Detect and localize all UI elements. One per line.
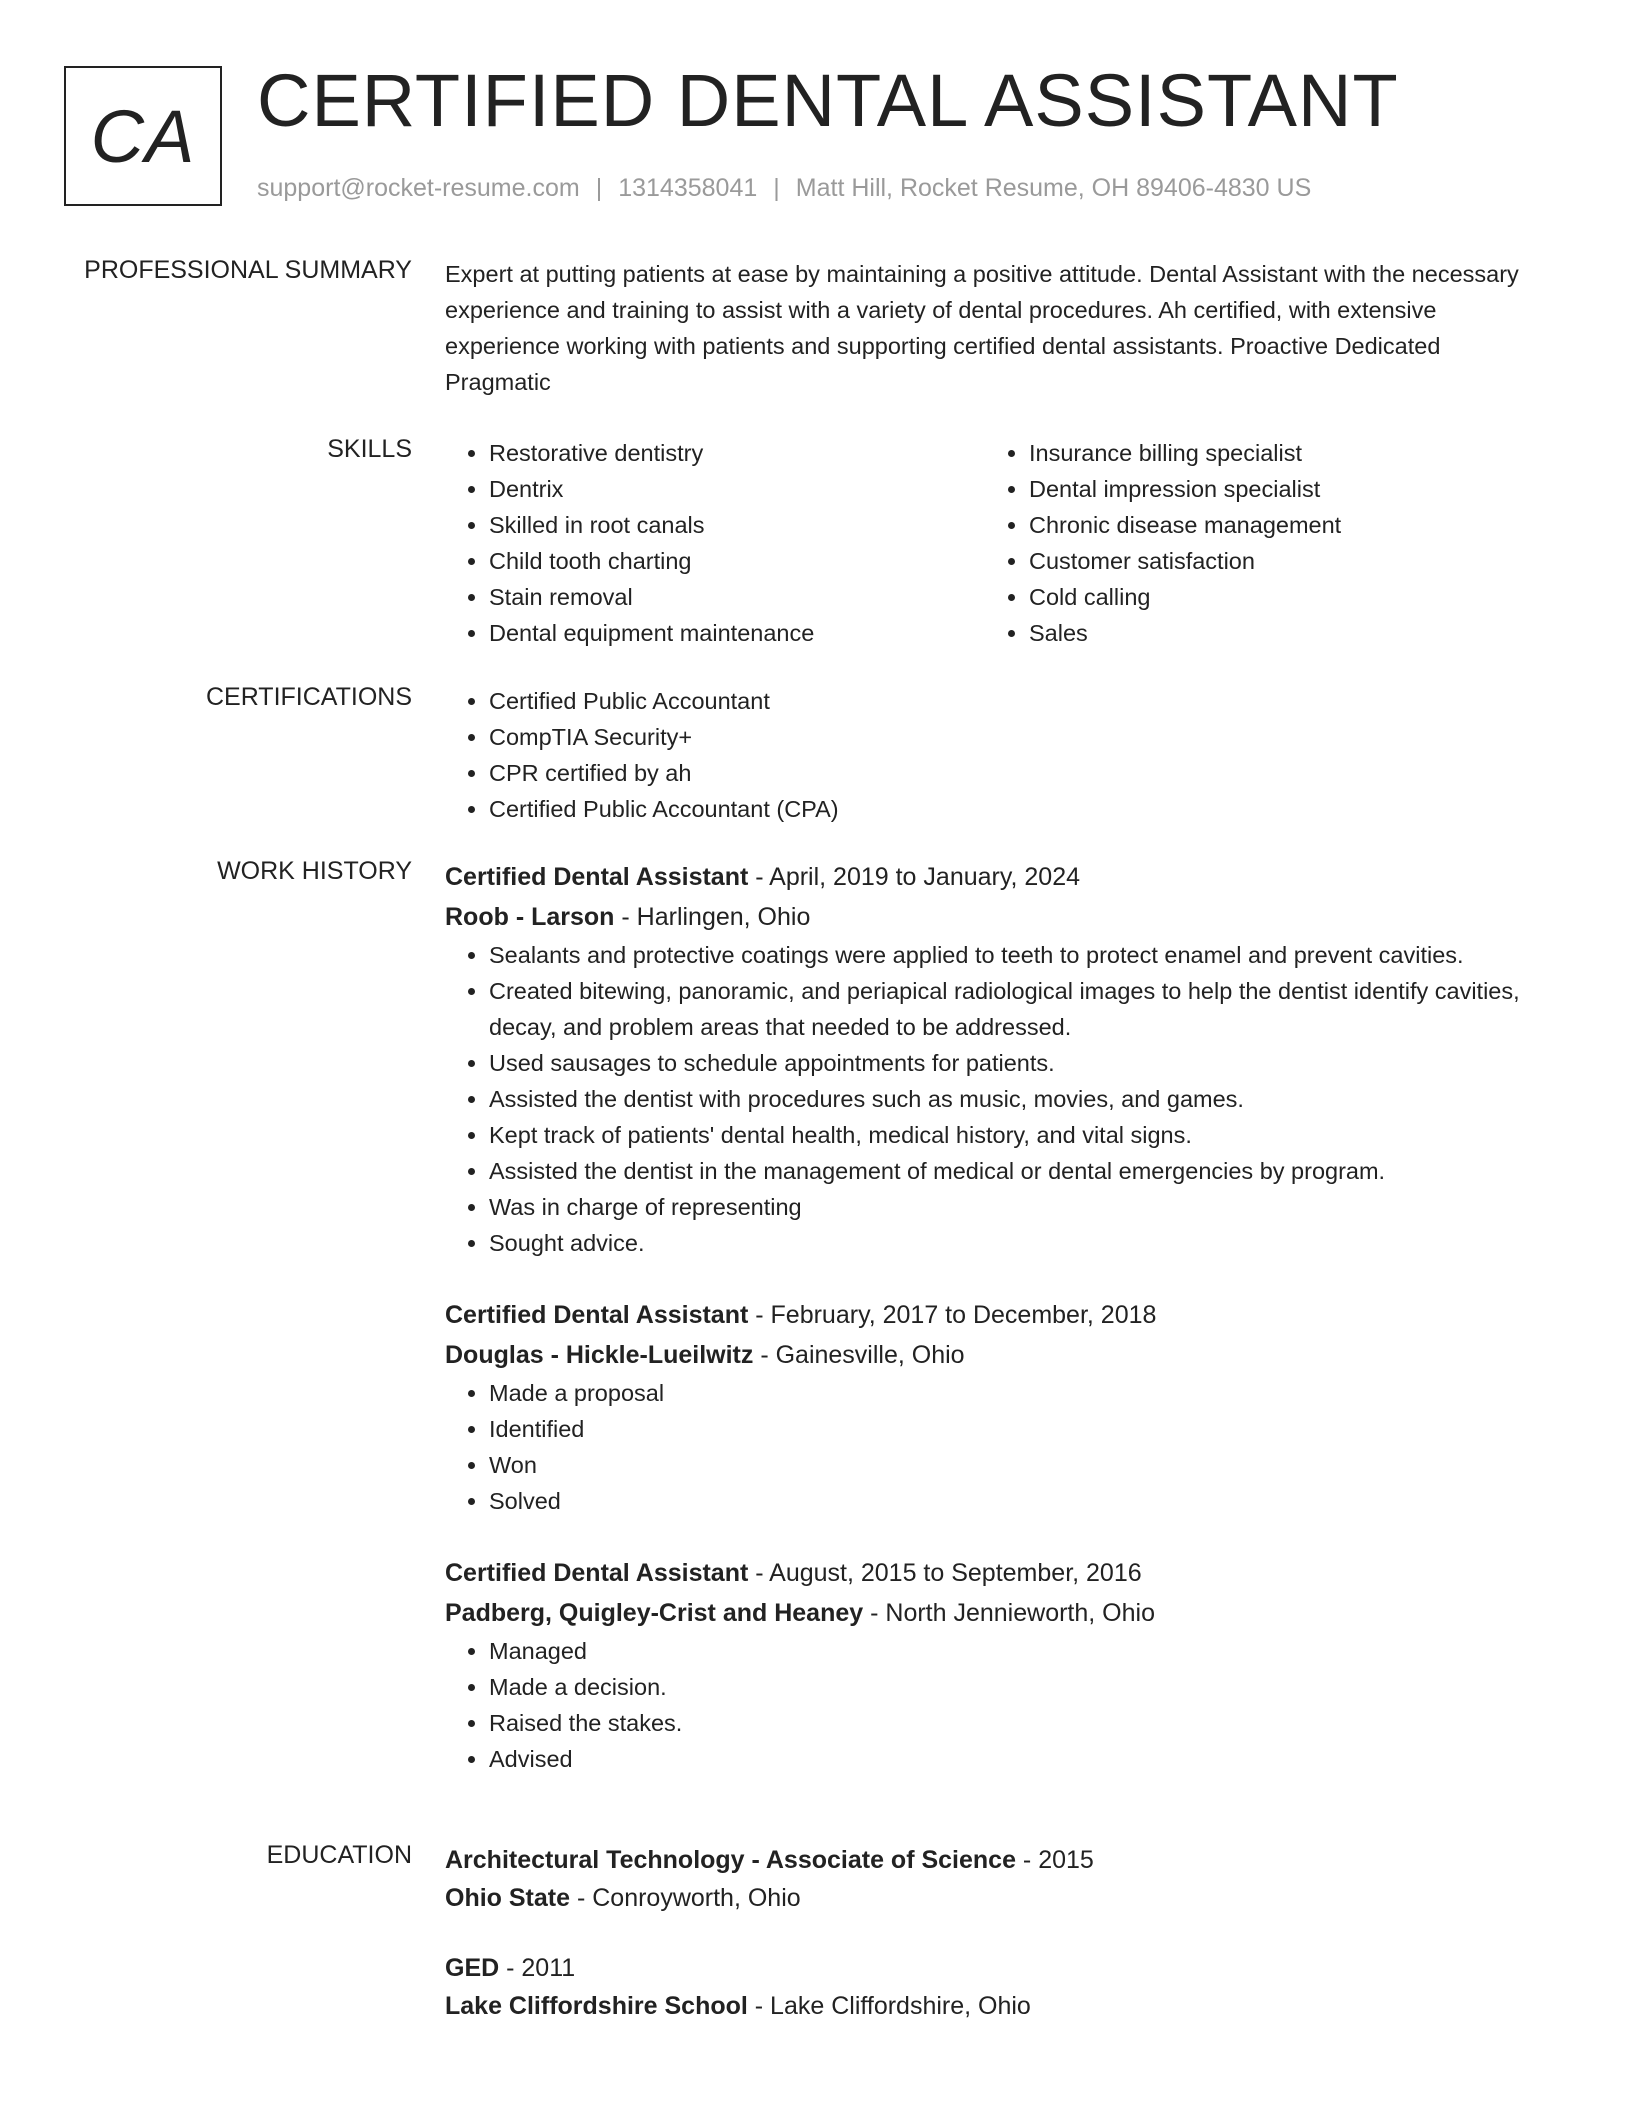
section-label-summary: PROFESSIONAL SUMMARY [84,256,412,284]
certifications-body [445,683,1525,827]
contact-separator: | [595,174,603,202]
section-label-education: EDUCATION [266,1841,412,1869]
job-title-line [445,857,1525,897]
job-bullets [445,1633,1525,1777]
job-title-line [445,1553,1525,1593]
job-bullet: • Identified [489,1411,1525,1447]
education-degree-line [445,1841,1525,1879]
certification-item: • Certified Public Accountant (CPA) [489,791,1525,827]
job-dates: - April, 2019 to January, 2024 [748,863,1081,891]
education-school-line [445,1987,1525,2025]
job-dates: - February, 2017 to December, 2018 [748,1301,1157,1329]
job-company-line [445,1335,1525,1375]
education-degree-line [445,1949,1525,1987]
section-label-skills: SKILLS [327,435,412,463]
certifications-list [445,683,1525,827]
work-history-body [445,857,1525,1777]
section-label-work: WORK HISTORY [217,857,412,885]
monogram-badge: CA [64,66,222,206]
job-bullets [445,1375,1525,1519]
skill-item: • Dentrix [489,471,985,507]
skill-item: • Cold calling [1029,579,1525,615]
skills-body [445,435,1525,651]
skill-item: • Sales [1029,615,1525,651]
contact-line [257,174,1311,203]
skill-item: • Child tooth charting [489,543,985,579]
contact-separator: | [773,174,780,202]
education-year: - 2011 [499,1954,576,1982]
job-bullet: • Solved [489,1483,1525,1519]
job-bullet: • Used sausages to schedule appointments for patients. [489,1045,1525,1081]
job-title: Certified Dental Assistant [445,1301,749,1329]
job-entry [445,1295,1525,1519]
education-degree: GED [445,1954,500,1982]
education-school: Ohio State [445,1884,571,1912]
skill-item: • Dental impression specialist [1029,471,1525,507]
skill-item: • Insurance billing specialist [1029,435,1525,471]
job-bullet: • Kept track of patients' dental health, medical history, and vital signs. [489,1117,1525,1153]
job-title: Certified Dental Assistant [445,863,749,891]
skill-item: • Skilled in root canals [489,507,985,543]
job-bullet: • Was in charge of representing [489,1189,1525,1225]
certification-item: • CPR certified by ah [489,755,1525,791]
education-year: - 2015 [1015,1846,1094,1874]
job-bullet: • Made a decision. [489,1669,1525,1705]
certification-item: • Certified Public Accountant [489,683,1525,719]
job-bullet: • Advised [489,1741,1525,1777]
contact-phone[interactable]: 1314358041 [618,174,758,202]
job-company-line [445,1593,1525,1633]
job-location: - Harlingen, Ohio [614,903,811,931]
skill-item: • Chronic disease management [1029,507,1525,543]
contact-address: Matt Hill, Rocket Resume, OH 89406-4830 US [795,174,1312,202]
job-bullet: • Assisted the dentist in the management of medical or dental emergencies by program. [489,1153,1525,1189]
job-bullet: • Created bitewing, panoramic, and periapical radiological images to help the dentist identify cavities, decay, and problem areas that needed to be addressed. [489,973,1525,1045]
job-bullet: • Made a proposal [489,1375,1525,1411]
education-location: - Lake Cliffordshire, Ohio [747,1992,1031,2020]
education-entry [445,1841,1525,1917]
job-bullet: • Sealants and protective coatings were applied to teeth to protect enamel and prevent cavities. [489,937,1525,973]
job-company: Roob - Larson [445,903,615,931]
skill-item: • Customer satisfaction [1029,543,1525,579]
job-entry [445,1553,1525,1777]
skill-item: • Stain removal [489,579,985,615]
skills-list-left [445,435,985,651]
job-location: - Gainesville, Ohio [753,1341,965,1369]
summary-body [445,256,1525,400]
education-degree: Architectural Technology - Associate of Science [445,1846,1016,1874]
education-school-line [445,1879,1525,1917]
job-company: Padberg, Quigley-Crist and Heaney [445,1599,864,1627]
job-company: Douglas - Hickle-Lueilwitz [445,1341,754,1369]
skill-item: • Restorative dentistry [489,435,985,471]
education-location: - Conroyworth, Ohio [570,1884,801,1912]
job-location: - North Jennieworth, Ohio [863,1599,1155,1627]
job-entry [445,857,1525,1261]
summary-text: Expert at putting patients at ease by maintaining a positive attitude. Dental Assistant with the necessary experience and training to assist with a variety of dental procedures. Ah certified, with extensive experience working with patients and supporting certified dental assistants. Proactive Dedicated Pragmatic [445,261,1519,395]
job-title: Certified Dental Assistant [445,1559,749,1587]
job-title-line [445,1295,1525,1335]
section-label-certifications: CERTIFICATIONS [205,683,412,711]
education-entry [445,1949,1525,2025]
job-dates: - August, 2015 to September, 2016 [748,1559,1142,1587]
job-bullet: • Sought advice. [489,1225,1525,1261]
skills-list-right [985,435,1525,651]
certification-item: • CompTIA Security+ [489,719,1525,755]
job-bullet: • Assisted the dentist with procedures such as music, movies, and games. [489,1081,1525,1117]
education-body [445,1841,1525,2025]
job-bullets [445,937,1525,1261]
education-school: Lake Cliffordshire School [445,1992,748,2020]
job-company-line [445,897,1525,937]
skill-item: • Dental equipment maintenance [489,615,985,651]
job-bullet: • Managed [489,1633,1525,1669]
job-bullet: • Raised the stakes. [489,1705,1525,1741]
page-title: CERTIFIED DENTAL ASSISTANT [257,59,1399,142]
job-bullet: • Won [489,1447,1525,1483]
contact-email[interactable]: support@rocket-resume.com [257,174,580,202]
